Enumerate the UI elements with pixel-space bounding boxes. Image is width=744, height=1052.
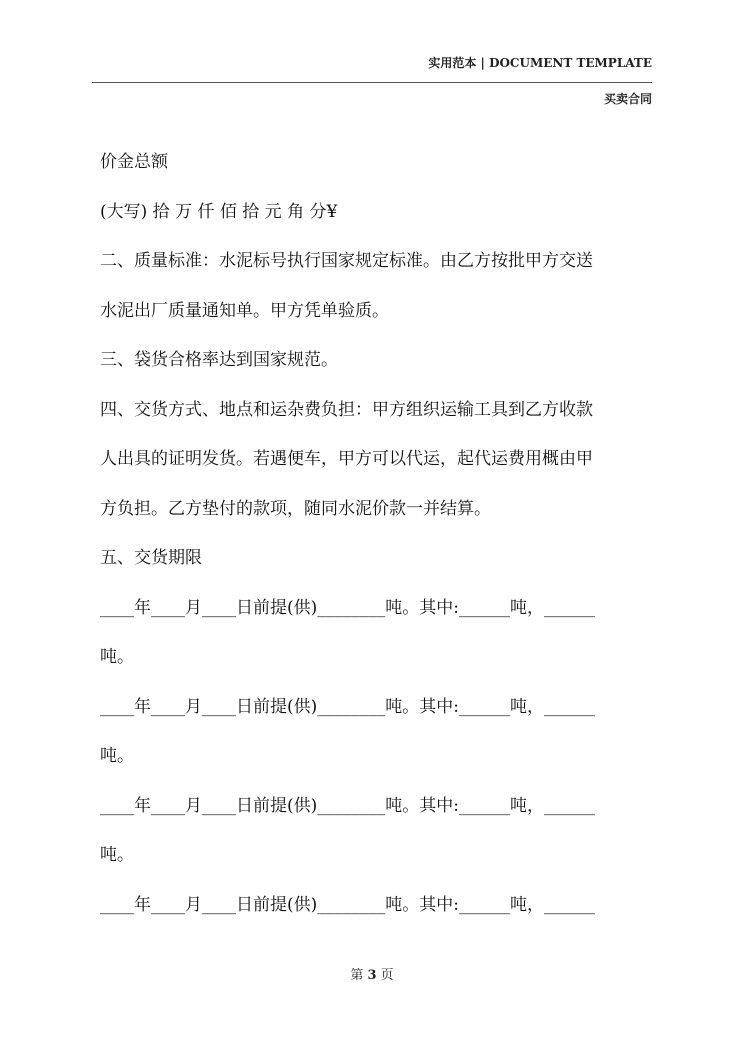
paragraph-line: 二、质量标准：水泥标号执行国家规定标准。由乙方按批甲方交送	[100, 251, 593, 271]
paragraph-line: 方负担。乙方垫付的款项，随同水泥价款一并结算。	[100, 498, 491, 519]
paragraph-line: 五、交货期限	[100, 548, 202, 568]
paragraph-line: 吨。	[100, 845, 134, 865]
page-footer	[0, 964, 744, 983]
document-body	[100, 138, 652, 930]
paragraph-line: 吨。	[100, 647, 134, 667]
paragraph-line: ____年____月____日前提(供)________吨。其中:______吨，______	[100, 696, 595, 717]
header-divider	[92, 82, 652, 83]
footer-suffix: 页	[380, 968, 394, 983]
paragraph-line: 人出具的证明发货。若遇便车，甲方可以代运，起代运费用概由甲	[100, 449, 593, 469]
paragraph-line: ____年____月____日前提(供)________吨。其中:______吨，______	[100, 795, 595, 816]
paragraph-line: 吨。	[100, 746, 134, 766]
paragraph-line: 价金总额	[100, 152, 168, 172]
page-number: 3	[367, 968, 377, 983]
paragraph-line: 三、袋货合格率达到国家规范。	[100, 350, 338, 370]
paragraph-line: 水泥出厂质量通知单。甲方凭单验质。	[100, 300, 389, 321]
paragraph-line: 四、交货方式、地点和运杂费负担：甲方组织运输工具到乙方收款	[100, 399, 593, 420]
footer-prefix: 第	[350, 968, 364, 983]
header-title: 实用范本 | DOCUMENT TEMPLATE	[428, 56, 652, 70]
paragraph-line: ____年____月____日前提(供)________吨。其中:______吨，______	[100, 597, 595, 618]
paragraph-line: (大写) 拾 万 仟 佰 拾 元 角 分¥	[100, 201, 338, 222]
paragraph-line: ____年____月____日前提(供)________吨。其中:______吨，______	[100, 894, 595, 915]
document-name: 买卖合同	[603, 92, 652, 106]
